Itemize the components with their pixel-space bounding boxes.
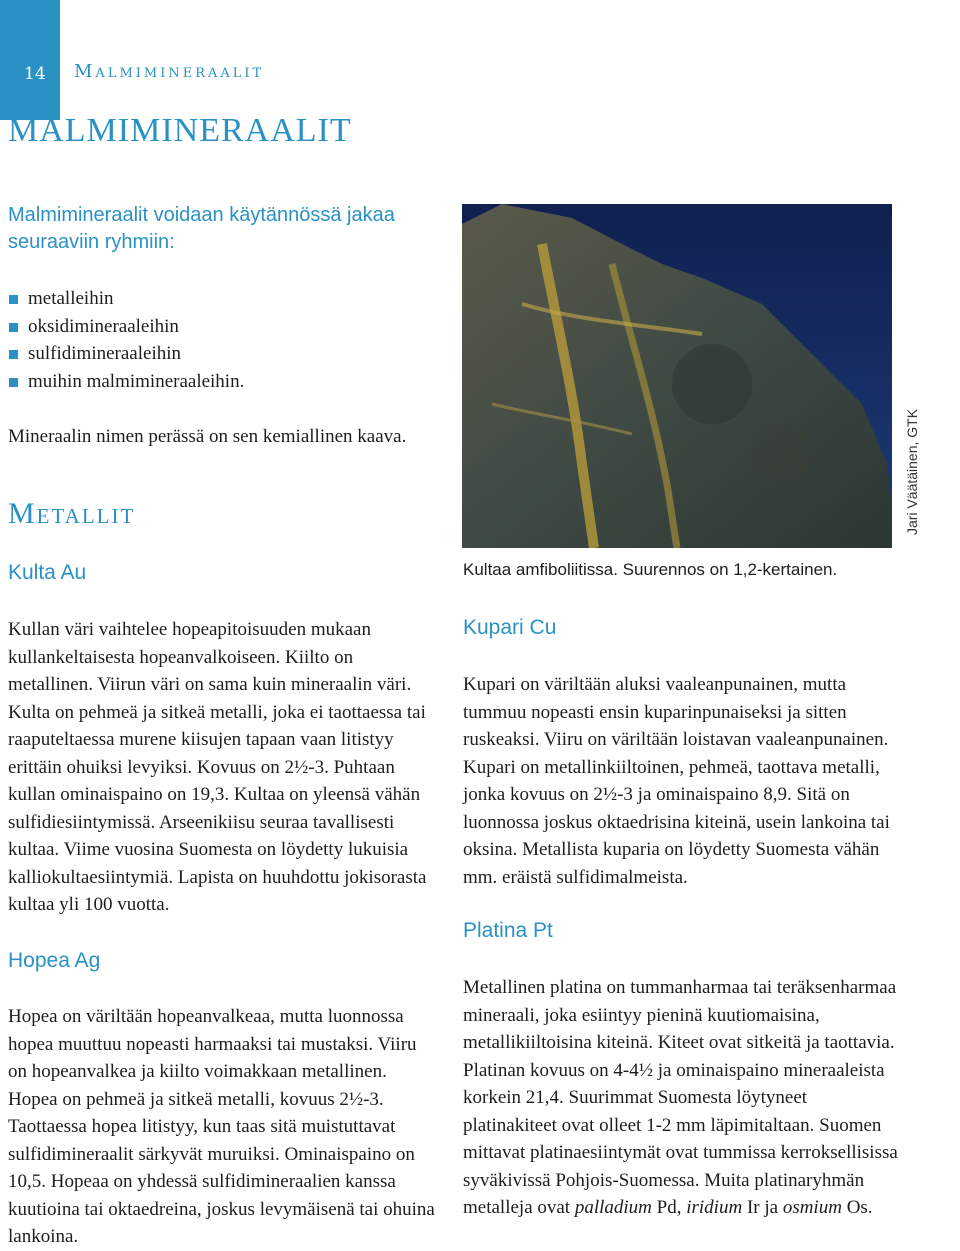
list-item-label: oksidimineraaleihin (28, 315, 179, 337)
running-title: Malmimineraalit (74, 61, 265, 82)
page-number: 14 (24, 64, 46, 84)
page-title: MALMIMINERAALIT (8, 112, 352, 149)
intro-heading: Malmimineraalit voidaan käytännössä jakaa seuraaviin ryhmiin: (8, 204, 395, 253)
symbol-ir: Ir ja (746, 1197, 779, 1218)
symbol-pd: Pd, (656, 1197, 682, 1218)
paragraph-kulta: Kullan väri vaihtelee hopeapitoisuuden mukaan kullankeltaisesta hopeanvalkoiseen. Kiilto on metallinen. Viirun väri on sama kuin mineraalin väri. Kulta on pehmeä ja sitkeä metalli, joka ei taottaessa tai raaputeltaessa murene kiisujen tapaan vaan litistyy erittäin ohuiksi levyiksi. Kovuus on 2½-3. Puhtaan kullan ominaispaino on 19,3. Kultaa on yleensä vähän sulfidiesiintymissä. Arseenikiisu seuraa tavallisesti kultaa. Viime vuosina Suomesta on löydetty lukuisia kalliokultaesiintymiä. Lapista on huuhdottu jokisorasta kultaa yli 100 vuotta. (8, 619, 427, 915)
list-item-label: sulfidimineraaleihin (28, 343, 182, 364)
bullet-square-icon (9, 378, 18, 387)
bullet-square-icon (9, 295, 18, 304)
bullet-square-icon (9, 323, 18, 332)
photo-caption: Kultaa amfiboliitissa. Suurennos on 1,2-kertainen. (463, 560, 838, 579)
list-item (8, 313, 244, 341)
bullet-square-icon (9, 350, 18, 359)
list-item-label: muihin malmimineraaleihin. (28, 370, 245, 392)
paragraph-platina (463, 974, 903, 1222)
section-title-metallit: Metallit (8, 497, 136, 530)
list-item (8, 340, 244, 368)
paragraph-hopea: Hopea on väriltään hopeanvalkeaa, mutta luonnossa hopea muuttuu nopeasti harmaaksi tai mustaksi. Viiru on hopeanvalkea ja kiilto voimakkaan metallinen. Hopea on pehmeä ja sitkeä metalli, kovuus 2½-3. Taottaessa hopea litistyy, kun taas sitä muistuttavat sulfidimineraalit särkyvät muruiksi. Ominaispaino on 10,5. Hopeaa on yhdessä sulfidimineraalien kanssa kuutioina tai oktaedreina, joskus levymäisenä tai ohuina lankoina. (8, 1006, 435, 1247)
heading-hopea: Hopea Ag (8, 949, 101, 972)
heading-kulta: Kulta Au (8, 561, 87, 584)
term-palladium: palladium (574, 1197, 652, 1218)
heading-platina: Platina Pt (463, 919, 553, 942)
list-item (8, 368, 244, 396)
list-item (8, 285, 244, 313)
photo-credit: Jari Väätäinen, GTK (904, 408, 920, 535)
platina-text: Metallinen platina on tummanharmaa tai teräksenharmaa mineraali, joka esiintyy pieninä kuutiomaisina, metallikiiltoisina kiteinä. Kiteet ovat sitkeitä ja taottavia. Platinan kovuus on 4-4½ ja ominaispaino mineraaleista korkein 21,4. Suurimmat Suomesta löytyneet platinakiteet ovat olleet 1-2 mm läpimitaltaan. Suomen mittavat platinaesiintymät ovat tummissa kerroksellisissa syväkivissä Pohjois-Suomessa. Muita platinaryhmän metalleja ovat (463, 977, 898, 1218)
group-list (8, 285, 244, 395)
heading-kupari: Kupari Cu (463, 616, 557, 639)
term-osmium: osmium (782, 1197, 842, 1218)
paragraph-kupari: Kupari on väriltään aluksi vaaleanpunainen, mutta tummuu nopeasti ensin kuparinpunaiseksi ja sitten ruskeaksi. Viiru on väriltään loistavan vaaleanpunainen. Kupari on metallinkiiltoinen, pehmeä, taottava metalli, jonka kovuus on 2½-3 ja ominaispaino 8,9. Sitä on luonnossa joskus oktaedrisina kiteinä, usein lankoina tai oksina. Metallista kuparia on löydetty Suomesta vähän mm. eräistä sulfidimalmeista. (463, 674, 890, 888)
page-tab (0, 0, 60, 120)
term-iridium: iridium (686, 1197, 743, 1218)
gold-in-amphibolite-photo (462, 204, 958, 548)
symbol-os: Os. (846, 1197, 873, 1218)
list-item-label: metalleihin (28, 288, 114, 309)
formula-note: Mineraalin nimen perässä on sen kemiallinen kaava. (8, 426, 407, 447)
